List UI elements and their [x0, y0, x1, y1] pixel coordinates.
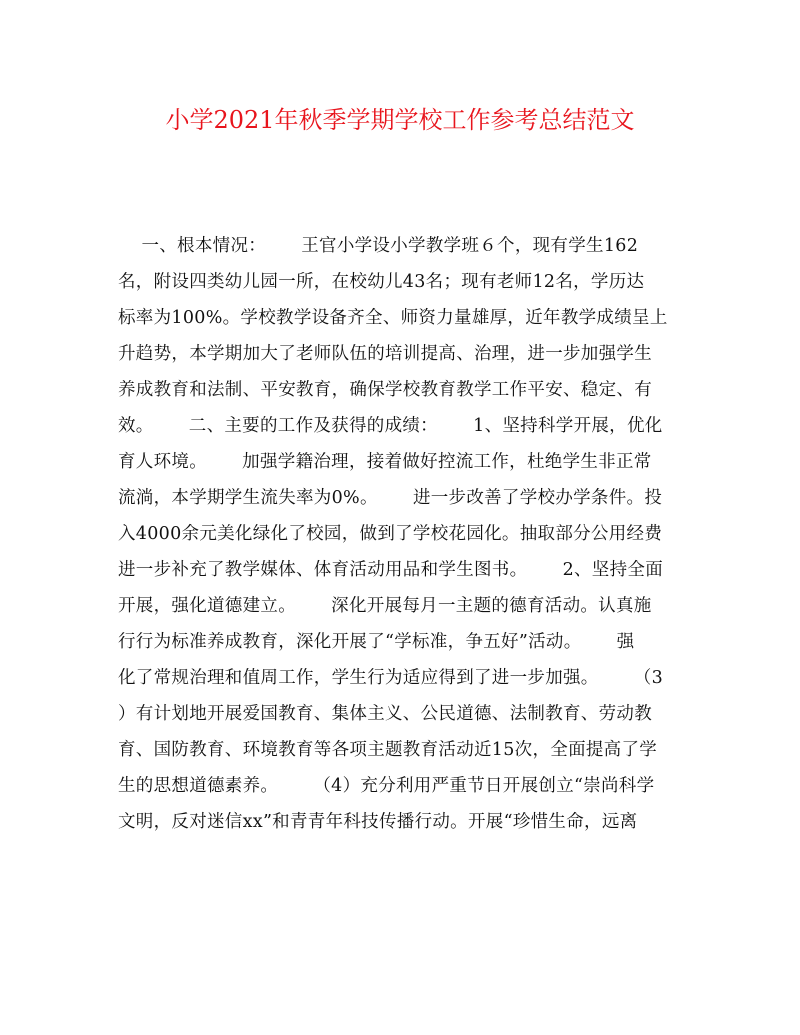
body-line: 化了常规治理和值周工作，学生行为适应得到了进一步加强。 （3 [118, 668, 664, 688]
body-line: 育人环境。 加强学籍治理，接着做好控流工作，杜绝学生非正常 [118, 452, 652, 472]
body-line: 养成教育和法制、平安教育，确保学校教育教学工作平安、稳定、有 [118, 380, 652, 400]
body-line: 标率为100%。学校教学设备齐全、师资力量雄厚，近年教学成绩呈上 [118, 308, 668, 328]
body-line: 生的思想道德素养。 （4）充分利用严重节日开展创立“崇尚科学 [118, 776, 655, 796]
body-line: 流淌，本学期学生流失率为0%。 进一步改善了学校办学条件。投 [118, 488, 663, 508]
body-line: 名，附设四类幼儿园一所，在校幼儿43名；现有老师12名，学历达 [118, 272, 645, 292]
body-line: 行行为标准养成教育，深化开展了“学标准，争五好”活动。 强 [118, 632, 635, 652]
body-line: ）有计划地开展爱国教育、集体主义、公民道德、法制教育、劳动教 [118, 704, 652, 724]
body-line: 一、根本情况： 王官小学设小学教学班６个，现有学生162 [118, 236, 639, 256]
document-title: 小学2021年秋季学期学校工作参考总结范文 [165, 106, 635, 134]
body-line: 入4000余元美化绿化了校园，做到了学校花园化。抽取部分公用经费 [118, 524, 663, 544]
body-line: 文明，反对迷信xx”和青青年科技传播行动。开展“珍惜生命，远离 [118, 812, 638, 832]
document-body [118, 228, 684, 840]
body-line: 育、国防教育、环境教育等各项主题教育活动近15次，全面提高了学 [118, 740, 658, 760]
body-line: 开展，强化道德建立。 深化开展每月一主题的德育活动。认真施 [118, 596, 652, 616]
body-line: 效。 二、主要的工作及获得的成绩： 1、坚持科学开展，优化 [118, 416, 663, 436]
body-line: 升趋势，本学期加大了老师队伍的培训提高、治理，进一步加强学生 [118, 344, 652, 364]
body-line: 进一步补充了教学媒体、体育活动用品和学生图书。 2、坚持全面 [118, 560, 664, 580]
